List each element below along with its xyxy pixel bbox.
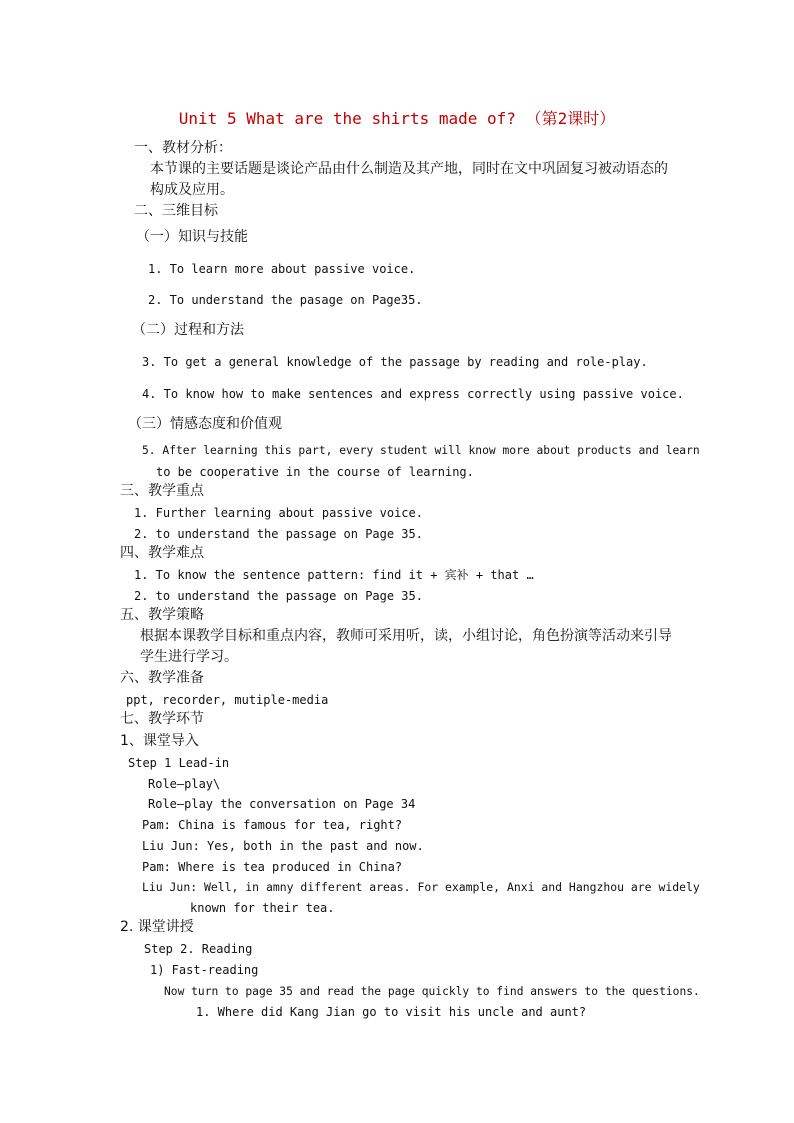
section-heading-objectives: 二、三维目标 xyxy=(134,203,218,219)
step-subheading: 1) Fast-reading xyxy=(150,963,259,977)
objective-item: 3. To get a general knowledge of the passage by reading and role-play. xyxy=(142,355,648,369)
subsection-heading-attitudes-values: （三）情感态度和价值观 xyxy=(128,416,282,432)
dialogue-line: Pam: China is famous for tea, right? xyxy=(142,818,403,832)
step-heading: Step 2. Reading xyxy=(144,942,253,956)
subsection-heading-process-methods: （二）过程和方法 xyxy=(132,322,244,338)
step-detail: Role—play the conversation on Page 34 xyxy=(148,797,416,811)
section-heading-difficulties: 四、教学难点 xyxy=(120,545,204,561)
preparation-list: ppt, recorder, mutiple-media xyxy=(126,693,329,707)
objective-item-continuation: to be cooperative in the course of learning. xyxy=(156,465,474,479)
step-detail: Role—play\ xyxy=(148,777,221,791)
section-heading-textbook-analysis: 一、教材分析： xyxy=(134,140,232,156)
difficulty-item: 1. To know the sentence pattern: find it + 宾补 + that … xyxy=(134,568,534,582)
section-body-line: 根据本课教学目标和重点内容，教师可采用听，读，小组讨论，角色扮演等活动来引导 xyxy=(140,628,672,644)
difficulty-item: 2. to understand the passage on Page 35. xyxy=(134,589,423,603)
document-title: Unit 5 What are the shirts made of? （第2课时） xyxy=(178,109,616,128)
dialogue-line: Liu Jun: Well, in amny different areas. For example, Anxi and Hangzhou are widely xyxy=(142,880,700,894)
dialogue-line: Liu Jun: Yes, both in the past and now. xyxy=(142,839,424,853)
objective-item: 5. After learning this part, every student will know more about products and learn xyxy=(142,444,700,457)
part-heading-instruction: 2. 课堂讲授 xyxy=(120,919,194,935)
key-point-item: 1. Further learning about passive voice. xyxy=(134,506,423,520)
dialogue-line: Pam: Where is tea produced in China? xyxy=(142,860,403,874)
objective-item: 2. To understand the pasage on Page35. xyxy=(148,293,423,307)
section-heading-key-points: 三、教学重点 xyxy=(120,483,204,499)
section-body-line: 学生进行学习。 xyxy=(140,649,238,665)
section-body-line: 本节课的主要话题是谈论产品由什么制造及其产地，同时在文中巩固复习被动语态的 xyxy=(150,161,668,177)
objective-item: 4. To know how to make sentences and express correctly using passive voice. xyxy=(142,387,684,401)
reading-instruction: Now turn to page 35 and read the page quickly to find answers to the questions. xyxy=(164,985,700,998)
objective-item: 1. To learn more about passive voice. xyxy=(148,262,416,276)
step-heading: Step 1 Lead-in xyxy=(128,756,230,770)
part-heading-lead-in: 1、课堂导入 xyxy=(120,733,199,749)
section-heading-strategies: 五、教学策略 xyxy=(120,607,204,623)
subsection-heading-knowledge-skills: （一）知识与技能 xyxy=(136,229,248,245)
section-heading-teaching-steps: 七、教学环节 xyxy=(120,711,204,727)
section-body-line: 构成及应用。 xyxy=(150,182,234,198)
dialogue-line-continuation: known for their tea. xyxy=(190,901,335,915)
section-heading-preparation: 六、教学准备 xyxy=(120,670,204,686)
reading-question: 1. Where did Kang Jian go to visit his uncle and aunt? xyxy=(196,1005,587,1019)
key-point-item: 2. to understand the passage on Page 35. xyxy=(134,527,423,541)
